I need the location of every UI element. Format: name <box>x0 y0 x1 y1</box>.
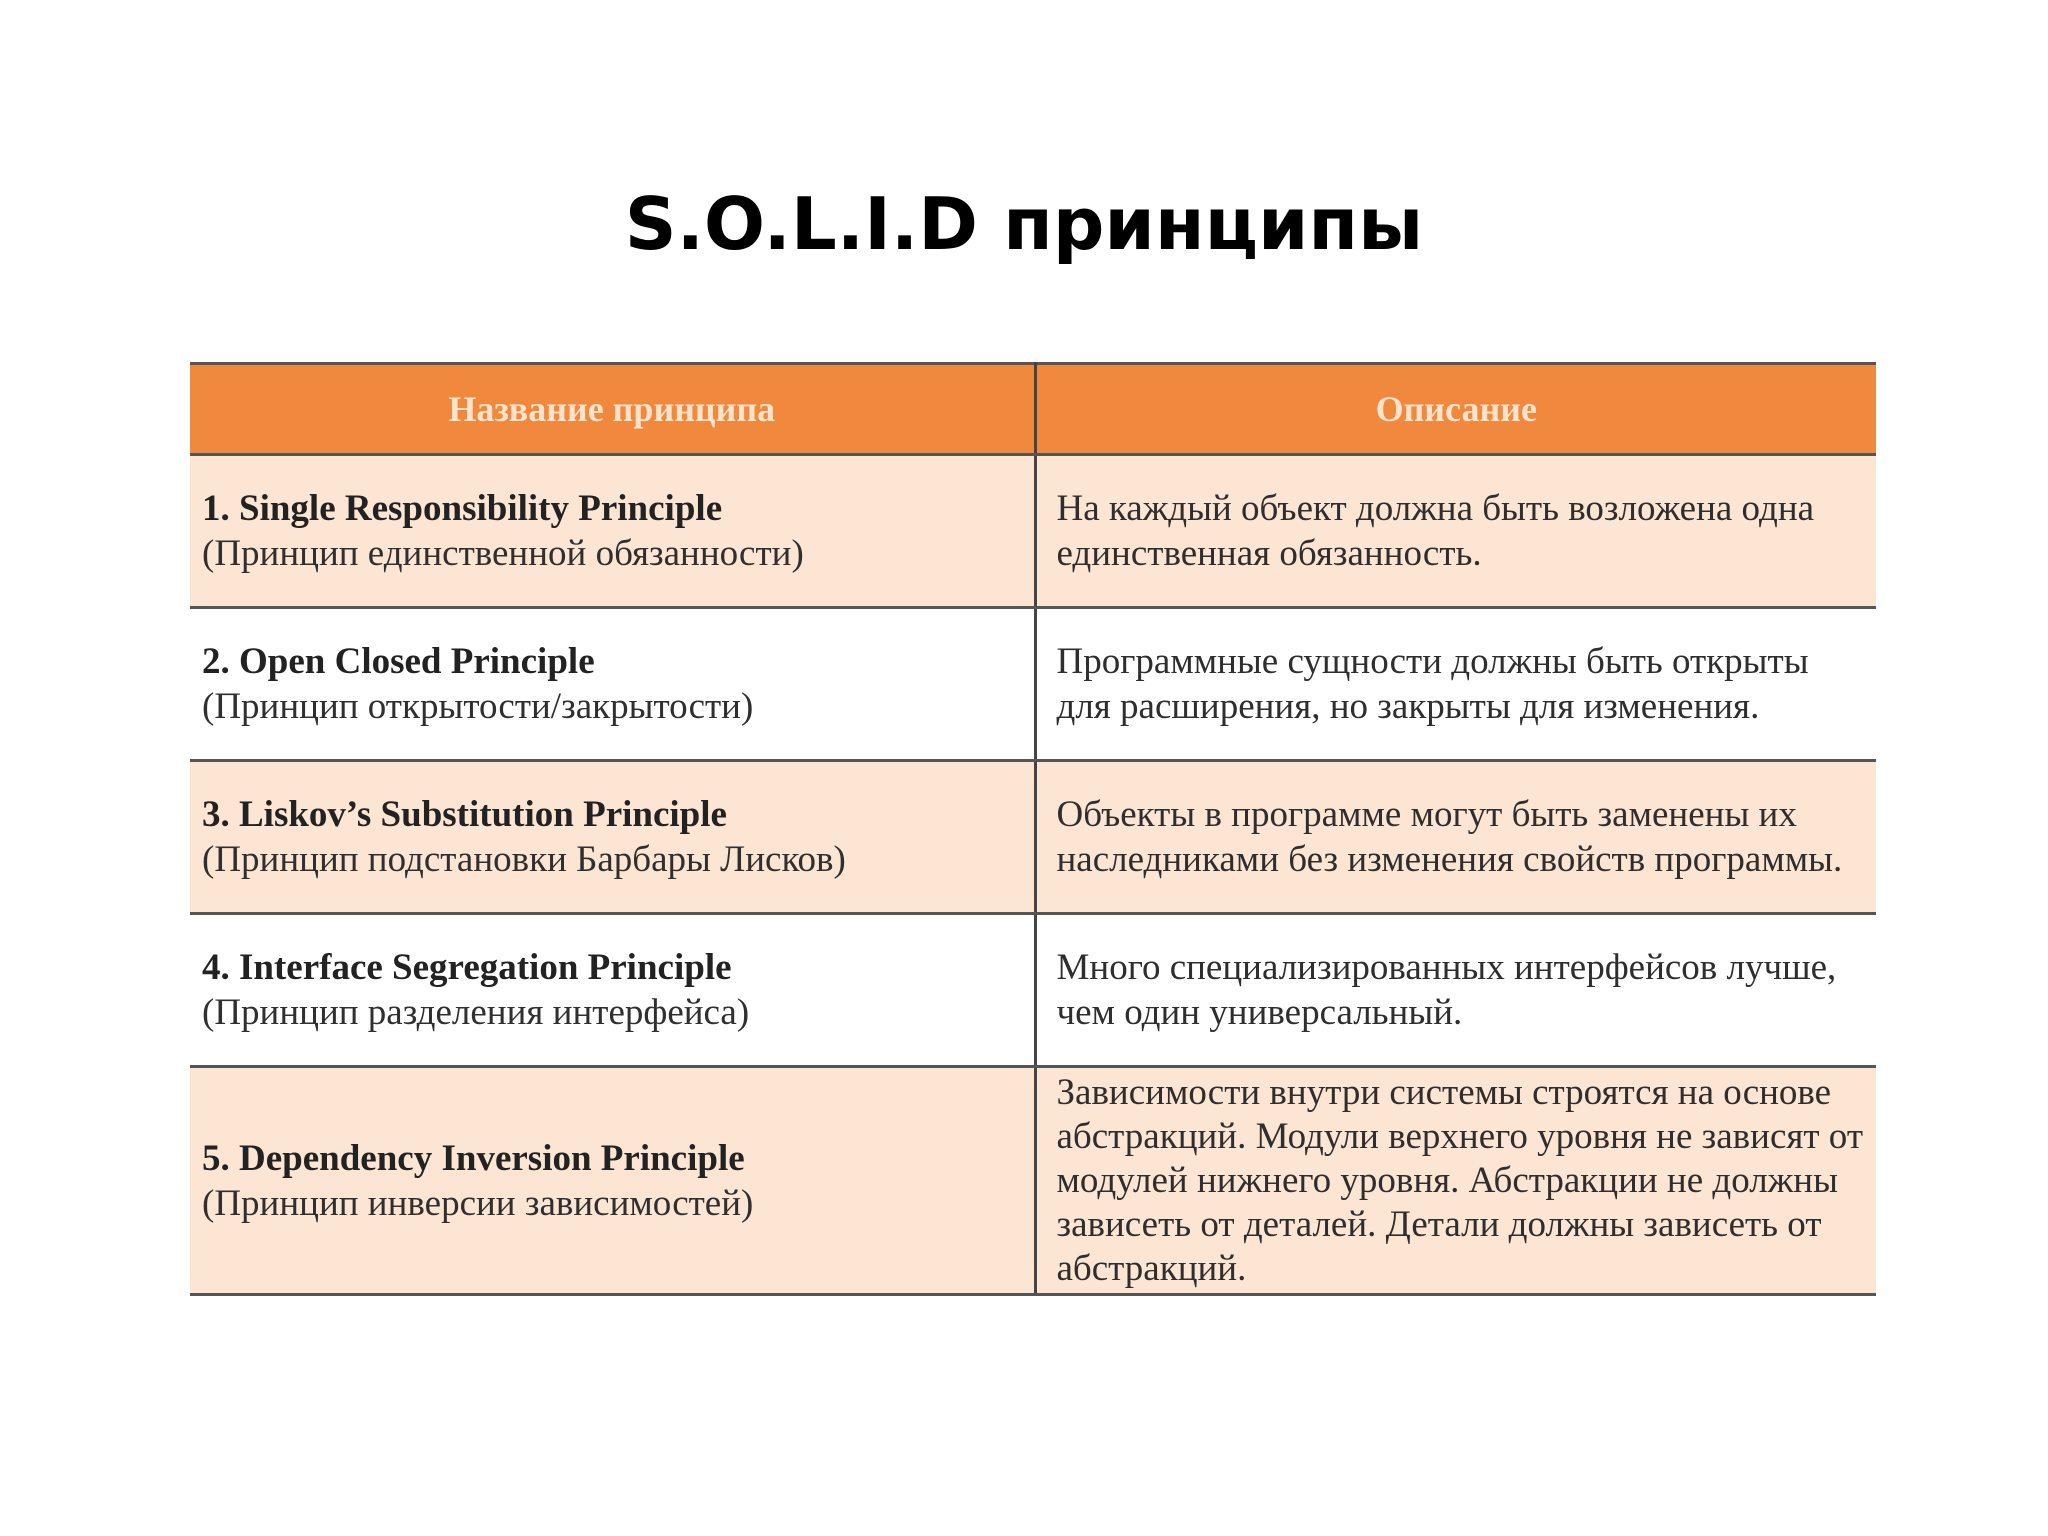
principle-description: Зависимости внутри системы строятся на основе абстракций. Модули верхнего уровня не зависят от модулей нижнего уровня. Абстракции не должны зависеть от деталей. Детали должны зависеть от абстракций. <box>1035 1067 1876 1295</box>
slide-title: S.O.L.I.D принципы <box>624 182 1424 266</box>
table-row <box>190 608 1876 761</box>
principle-name-ru: (Принцип открытости/закрытости) <box>202 686 754 727</box>
principle-description: Программные сущности должны быть открыты для расширения, но закрыты для изменения. <box>1035 608 1876 761</box>
principle-name-ru: (Принцип единственной обязанности) <box>202 533 804 574</box>
principle-name-ru: (Принцип разделения интерфейса) <box>202 992 750 1033</box>
principle-description: На каждый объект должна быть возложена одна единственная обязанность. <box>1035 455 1876 608</box>
solid-table-container <box>190 362 1876 1296</box>
principle-name-cell <box>190 455 1035 608</box>
principle-name-ru: (Принцип инверсии зависимостей) <box>202 1182 754 1224</box>
column-header-description: Описание <box>1035 364 1876 455</box>
table-row <box>190 455 1876 608</box>
table-row <box>190 914 1876 1067</box>
principle-name-cell <box>190 761 1035 914</box>
principle-name: 2. Open Closed Principle <box>202 641 595 682</box>
table-header-row <box>190 364 1876 455</box>
principle-name: 4. Interface Segregation Principle <box>202 947 732 988</box>
principle-name-cell <box>190 608 1035 761</box>
principle-name: 3. Liskov’s Substitution Principle <box>202 794 727 835</box>
table-row <box>190 1067 1876 1295</box>
principle-name-cell <box>190 914 1035 1067</box>
principle-description: Много специализированных интерфейсов лучше, чем один универсальный. <box>1035 914 1876 1067</box>
column-header-name: Название принципа <box>190 364 1035 455</box>
principle-name: 5. Dependency Inversion Principle <box>202 1137 745 1179</box>
principle-name-cell <box>190 1067 1035 1295</box>
principle-name: 1. Single Responsibility Principle <box>202 488 723 529</box>
principle-name-ru: (Принцип подстановки Барбары Лисков) <box>202 839 846 880</box>
solid-principles-table <box>190 362 1876 1296</box>
table-row <box>190 761 1876 914</box>
principle-description: Объекты в программе могут быть заменены их наследниками без изменения свойств программы. <box>1035 761 1876 914</box>
